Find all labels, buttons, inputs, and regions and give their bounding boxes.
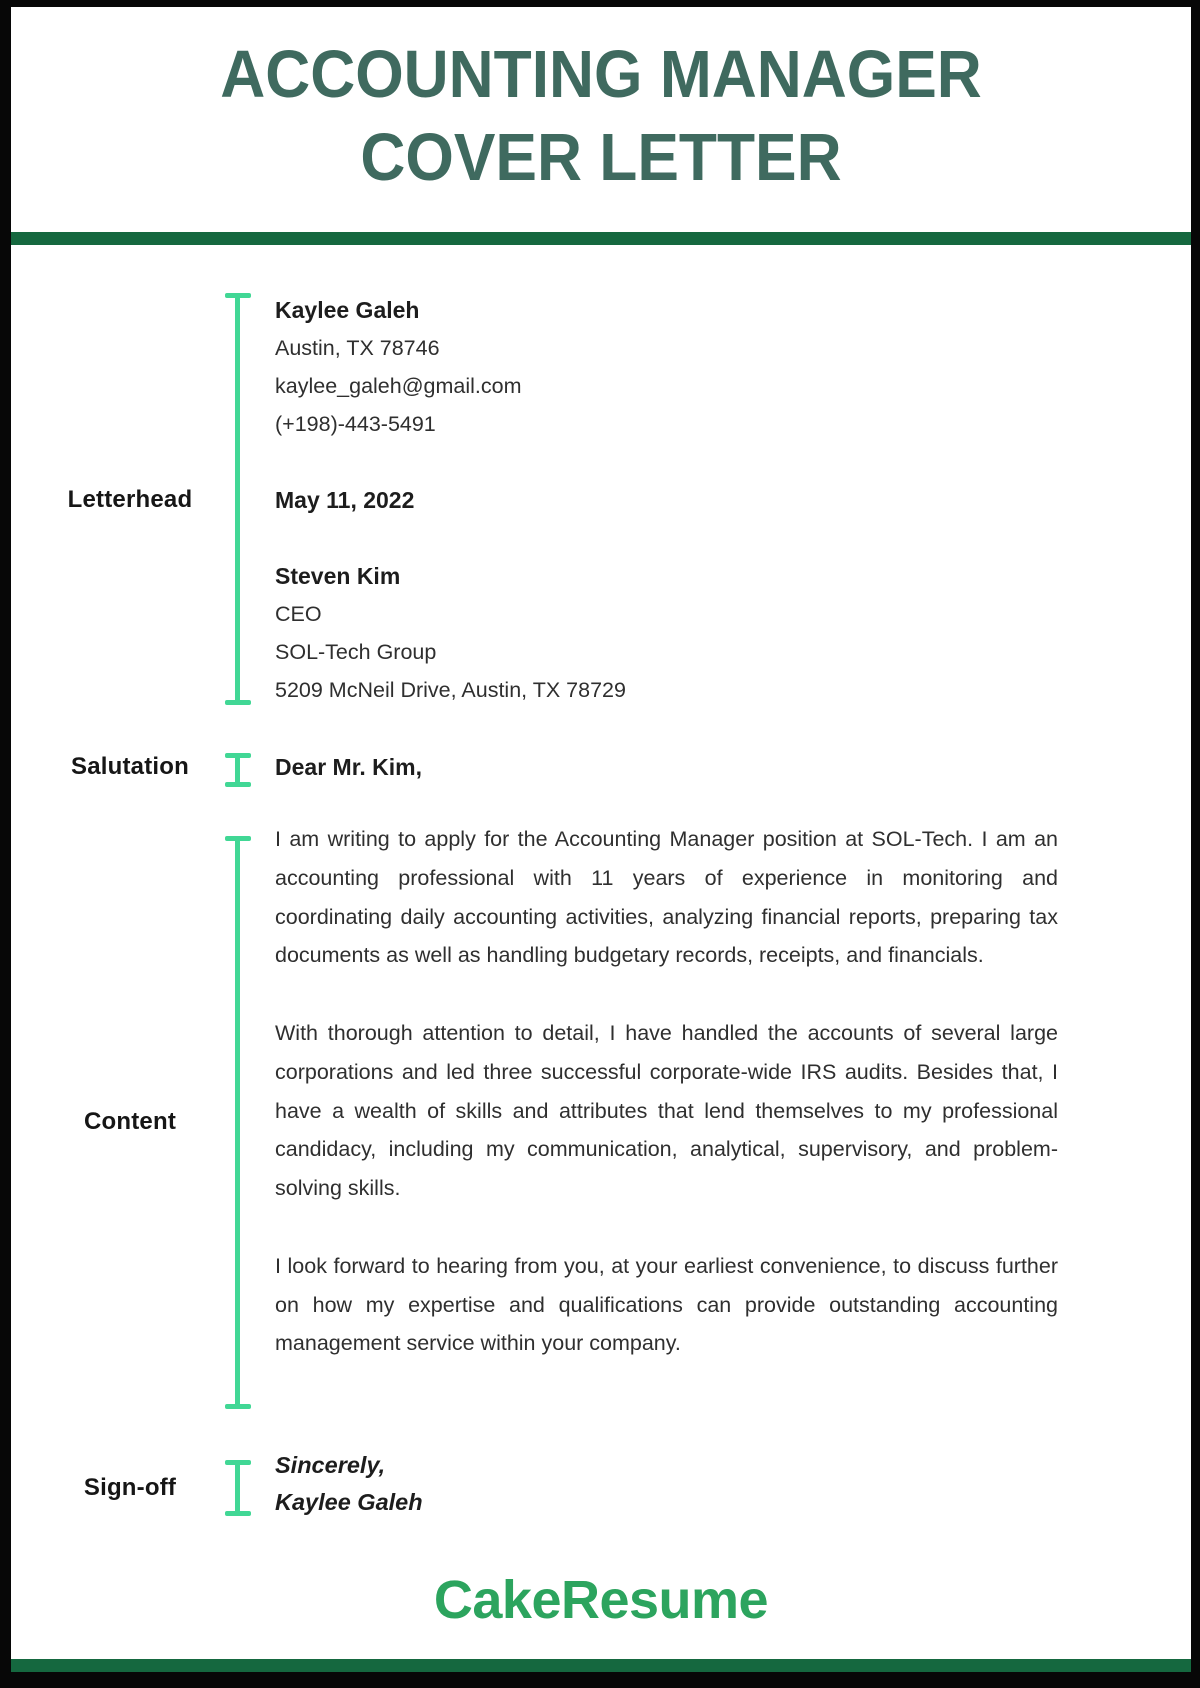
- sender-name: Kaylee Galeh: [275, 297, 420, 323]
- body-paragraph-2: With thorough attention to detail, I have handled the accounts of several large corporations and led three successful corporate-wide IRS audits. Besides that, I have a wealth of skills and attributes that lend themselves to my professional candidacy, including my communication, analytical, supervisory, and problem-solving skills.: [275, 1020, 1058, 1201]
- salutation-text: Dear Mr. Kim,: [275, 754, 422, 780]
- signoff-name: Kaylee Galeh: [275, 1489, 423, 1515]
- annotation-salutation: Salutation: [70, 753, 189, 780]
- annotation-signoff: Sign-off: [83, 1474, 177, 1501]
- letterhead-block: [275, 291, 1035, 709]
- recipient-company: SOL-Tech Group: [275, 640, 437, 664]
- letter-body: [275, 820, 1058, 1363]
- body-paragraph-1: I am writing to apply for the Accounting Manager position at SOL-Tech. I am an accounting professional with 11 years of experience in monitoring and coordinating daily accounting activities, analyzing financial reports, preparing tax documents as well as handling budgetary records, receipts, and financials.: [275, 827, 1058, 968]
- page-title: [52, 33, 1149, 199]
- recipient-name: Steven Kim: [275, 563, 401, 589]
- signoff-closing: Sincerely,: [275, 1452, 386, 1478]
- sender-phone: (+198)-443-5491: [275, 412, 436, 436]
- signoff-block: [275, 1447, 423, 1521]
- letter-date: May 11, 2022: [275, 487, 415, 513]
- page-title-line2: COVER LETTER: [360, 120, 842, 195]
- recipient-address: 5209 McNeil Drive, Austin, TX 78729: [275, 678, 626, 702]
- document-page: [11, 7, 1191, 1672]
- recipient-title: CEO: [275, 602, 322, 626]
- cakeresume-logo: CakeResume: [433, 1570, 769, 1630]
- sender-address: Austin, TX 78746: [275, 336, 440, 360]
- bracket-signoff: [235, 1460, 240, 1516]
- sender-email: kaylee_galeh@gmail.com: [275, 374, 522, 398]
- bottom-divider-bar: [11, 1659, 1191, 1672]
- annotation-letterhead: Letterhead: [67, 486, 193, 513]
- page-title-line1: ACCOUNTING MANAGER: [220, 37, 982, 112]
- bracket-salutation: [235, 753, 240, 787]
- annotation-content: Content: [83, 1108, 177, 1135]
- bracket-content: [235, 836, 240, 1409]
- bracket-letterhead: [235, 293, 240, 705]
- top-divider-bar: [11, 232, 1191, 245]
- body-paragraph-3: I look forward to hearing from you, at your earliest convenience, to discuss further on how my expertise and qualifications can provide outstanding accounting management service within your company.: [275, 1253, 1058, 1356]
